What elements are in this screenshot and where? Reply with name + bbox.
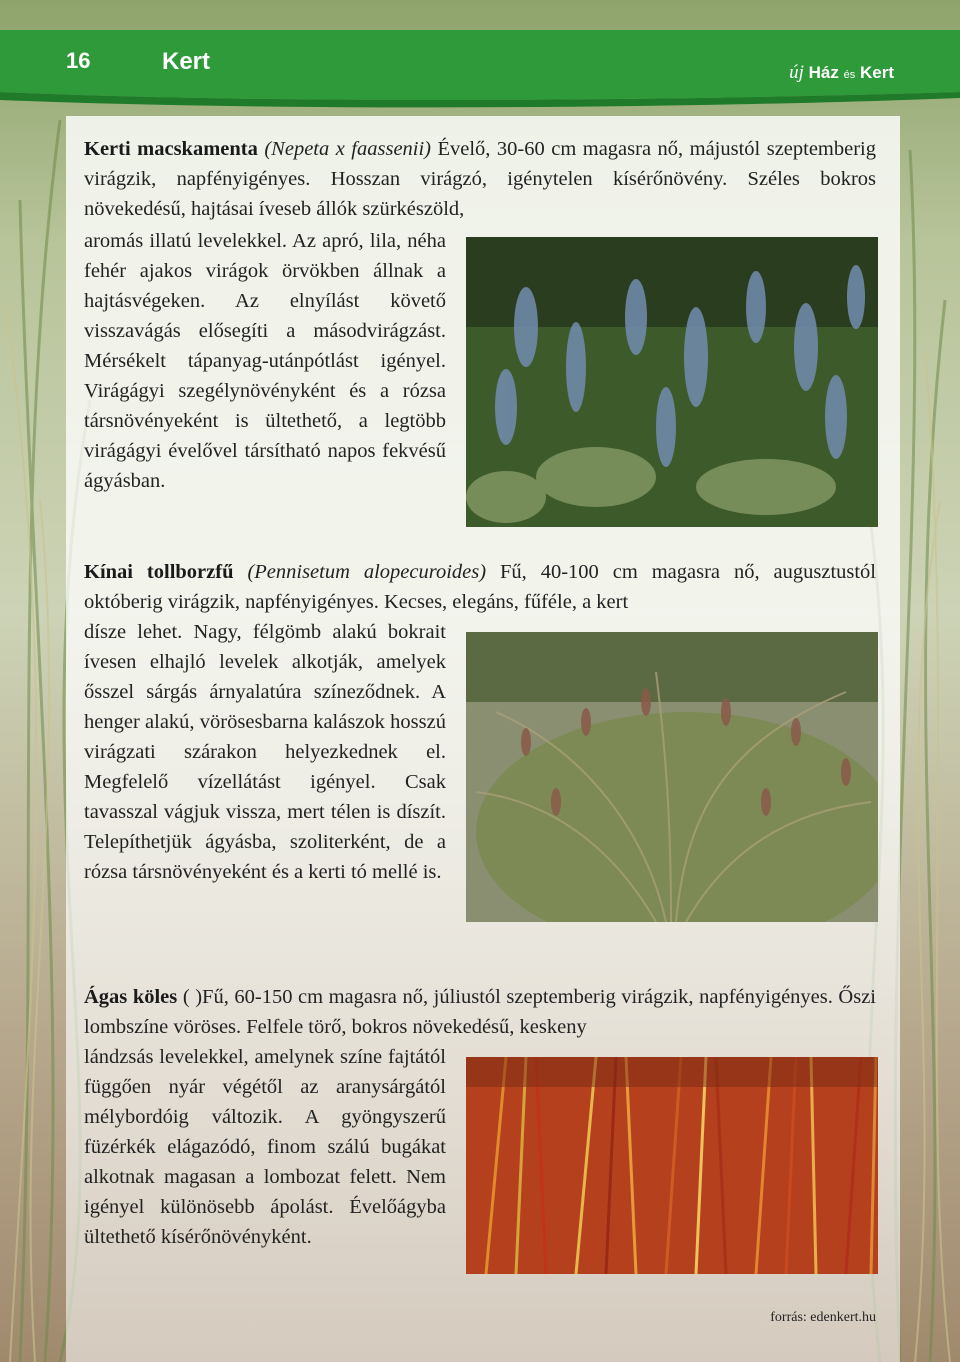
brand-prefix: új [789, 62, 804, 83]
article-intro-text: Évelő, 30-60 cm magasra nő, májustól szeptemberig virágzik, napfényigényes. Hosszan virágzó, igénytelen kísérőnövény. Széles bokros növekedésű, hajtásai íveseb állók szürkészöld, [84, 138, 876, 220]
brand-end: Kert [859, 63, 894, 82]
article-intro-text: Fű, 40-100 cm magasra nő, augusztustól októberig virágzik, napfényigényes. Kecses, elegáns, fűféle, a kert [84, 561, 877, 613]
page-header [0, 0, 960, 110]
article-title: Kerti macskamenta [84, 138, 258, 160]
article-latin-name: (Nepeta x faassenii) [264, 138, 432, 160]
article-catmint-intro [84, 134, 876, 224]
article-switchgrass-body: lándzsás levelekkel, amelynek színe fajtától függően nyár végétől az aranysárgától mélybordóig változik. A gyöngyszerű füzérkék elágazódó, finom szálú bugákat alkotnak magasan a lombozat felett. Nem igényel különösebb ápolást. Évelőágyba ültethető kísérőnövényként. [84, 1046, 446, 1248]
fountaingrass-photo [466, 632, 878, 922]
article-intro-text: Fű, 60-150 cm magasra nő, júliustól szeptemberig virágzik, napfényigényes. Őszi lombszíne vöröses. Felfele törő, bokros növekedésű, keskeny [84, 986, 876, 1038]
article-title: Ágas köles [84, 986, 178, 1008]
magazine-brand [789, 62, 894, 84]
article-switchgrass-intro [84, 982, 876, 1042]
page-number: 16 [66, 48, 91, 73]
article-latin-name: (Pennisetum alopecuroides) [247, 561, 487, 583]
article-fountaingrass-body: dísze lehet. Nagy, félgömb alakú bokrait ívesen elhajló levelek alkotják, amelyek ősszel sárgás árnyalatúra színeződnek. A henger alakú, vörösesbarna kalászok hosszú virágzati szárakon helyezkednek el. Megfelelő vízellátást igényel. Csak tavasszal vágjuk vissza, mert télen is díszít. Telepíthetjük ágyásba, szoliterként, de a rózsa társnövényeként és a kerti tó mellé is. [84, 621, 446, 883]
article-title: Kínai tollborzfű [84, 561, 234, 583]
section-title: Kert [162, 48, 211, 75]
article-fountaingrass-intro [84, 557, 876, 617]
source-credit: forrás: edenkert.hu [770, 1310, 876, 1325]
catmint-photo [466, 237, 878, 527]
brand-main: Ház [808, 63, 839, 82]
article-latin-name: ( ) [182, 986, 203, 1008]
brand-es: és [843, 69, 856, 81]
switchgrass-photo [466, 1057, 878, 1274]
article-catmint-body: aromás illatú levelekkel. Az apró, lila, néha fehér ajakos virágok örvökben állnak a hajtásvégeken. Az elnyílást követő visszavágás elősegíti a másodvirágzást. Mérsékelt tápanyag-utánpótlást igényel. Virágágyi szegélynövényként és a rózsa társnövényeként is ültethető, a legtöbb virágágyi évelővel társítható napos fekvésű ágyásban. [84, 230, 446, 492]
